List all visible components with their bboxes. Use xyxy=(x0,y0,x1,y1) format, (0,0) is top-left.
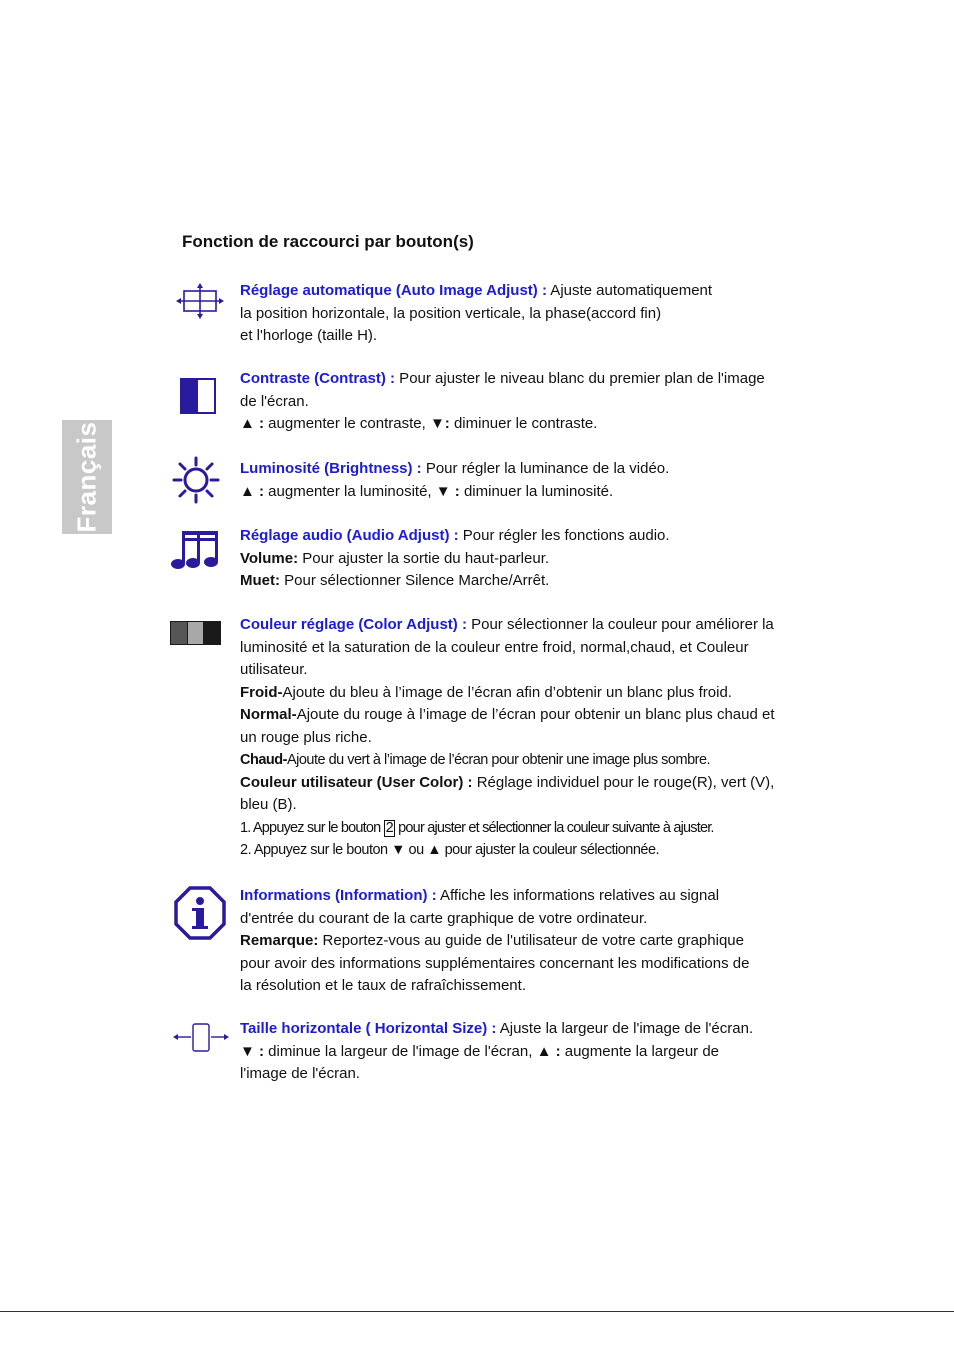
information-title: Informations (Information) : xyxy=(240,887,437,904)
down-arrow-icon: ▼ xyxy=(391,842,406,858)
horizontal-size-title: Taille horizontale ( Horizontal Size) : xyxy=(240,1020,497,1037)
contrast-down-text: diminuer le contraste. xyxy=(449,415,598,432)
normal-text: Ajoute du rouge à l’image de l’écran pour obtenir un blanc plus chaud et un rouge plus riche. xyxy=(240,706,775,746)
cold-text: Ajoute du bleu à l’image de l’écran afin d’obtenir un blanc plus froid. xyxy=(282,683,732,701)
button-2-glyph: 2 xyxy=(385,819,393,836)
language-tab xyxy=(62,420,112,534)
information-entry xyxy=(240,885,765,998)
step1-text-a: 1. Appuyez sur le bouton xyxy=(240,819,384,836)
contrast-desc: Pour ajuster le niveau blanc du premier plan de l'image de l'écran. xyxy=(240,370,765,410)
hsize-down-text: diminue la largeur de l'image de l'écran, xyxy=(264,1042,537,1060)
auto-adjust-line2: la position horizontale, la position verticale, la phase(accord fin) xyxy=(240,304,662,322)
hsize-up-symbol: ▲ : xyxy=(536,1042,561,1060)
step1-text-b: pour ajuster et sélectionner la couleur suivante à ajuster. xyxy=(394,819,714,836)
brightness-title: Luminosité (Brightness) : xyxy=(240,460,422,477)
up-arrow-icon: ▲ xyxy=(427,842,442,858)
contrast-up-text: augmenter le contraste, xyxy=(264,415,430,432)
cold-label: Froid- xyxy=(240,683,283,701)
language-tab-label: Français xyxy=(71,421,102,533)
mute-text: Pour sélectionner Silence Marche/Arrêt. xyxy=(280,572,550,589)
warm-text: Ajoute du vert à l’image de l’écran pour obtenir une image plus sombre. xyxy=(286,752,711,768)
brightness-entry xyxy=(240,458,800,503)
note-label: Remarque: xyxy=(240,932,319,949)
hsize-down-symbol: ▼ : xyxy=(240,1042,265,1060)
horizontal-size-desc: Ajuste la largeur de l'image de l'écran. xyxy=(496,1020,754,1037)
hsize-up-text: augmente la largeur de l'image de l'écran. xyxy=(240,1042,720,1082)
volume-label: Volume: xyxy=(240,549,299,567)
volume-text: Pour ajuster la sortie du haut-parleur. xyxy=(298,549,550,567)
color-adjust-entry xyxy=(240,614,780,862)
brightness-desc: Pour régler la luminance de la vidéo. xyxy=(421,460,670,477)
mute-label: Muet: xyxy=(240,572,280,589)
information-icon xyxy=(174,886,226,940)
information-desc: Affiche les informations relatives au signal d'entrée du courant de la carte graphique de votre ordinateur. xyxy=(240,887,720,927)
warm-label: Chaud- xyxy=(240,752,287,768)
horizontal-size-icon xyxy=(173,1022,229,1054)
auto-adjust-title: Réglage automatique (Auto Image Adjust) : xyxy=(240,282,547,299)
brightness-up-symbol: ▲ : xyxy=(240,482,265,500)
contrast-icon xyxy=(180,378,216,414)
contrast-up-symbol: ▲ : xyxy=(240,415,265,432)
audio-entry xyxy=(240,525,800,593)
user-color-label: Couleur utilisateur (User Color) : xyxy=(240,773,473,791)
brightness-down-symbol: ▼ : xyxy=(435,482,460,500)
footer-divider xyxy=(0,1311,954,1312)
contrast-down-symbol: ▼: xyxy=(429,415,450,432)
color-adjust-title: Couleur réglage (Color Adjust) : xyxy=(240,616,467,633)
contrast-entry xyxy=(240,368,780,436)
brightness-up-text: augmenter la luminosité, xyxy=(264,482,436,500)
step2-text-b: pour ajuster la couleur sélectionnée. xyxy=(441,842,660,858)
auto-adjust-line3: et l'horloge (taille H). xyxy=(240,327,378,344)
auto-adjust-entry xyxy=(240,280,800,348)
audio-desc: Pour régler les fonctions audio. xyxy=(458,527,670,544)
normal-label: Normal- xyxy=(240,706,297,723)
brightness-icon xyxy=(172,456,220,504)
note-text: Reportez-vous au guide de l'utilisateur de votre carte graphique pour avoir des informations supplémentaires concernant les modifications de la résolution et le taux de rafraîchissement. xyxy=(240,932,750,994)
section-heading: Fonction de raccourci par bouton(s) xyxy=(182,232,474,251)
step2-text-a: 2. Appuyez sur le bouton xyxy=(240,842,392,858)
auto-adjust-desc: Ajuste automatiquement xyxy=(546,282,713,299)
step2-text-mid: ou xyxy=(405,842,428,858)
color-adjust-desc: Pour sélectionner la couleur pour améliorer la luminosité et la saturation de la couleur entre froid, normal,chaud, et Couleur utilisateur. xyxy=(240,616,774,678)
contrast-title: Contraste (Contrast) : xyxy=(240,370,396,387)
audio-icon xyxy=(170,527,220,573)
user-color-text: Réglage individuel pour le rouge(R), vert (V), bleu (B). xyxy=(240,773,775,813)
horizontal-size-entry xyxy=(240,1018,800,1086)
auto-adjust-icon xyxy=(176,283,224,319)
brightness-down-text: diminuer la luminosité. xyxy=(459,482,614,500)
audio-title: Réglage audio (Audio Adjust) : xyxy=(240,527,459,544)
color-adjust-icon xyxy=(170,621,221,645)
